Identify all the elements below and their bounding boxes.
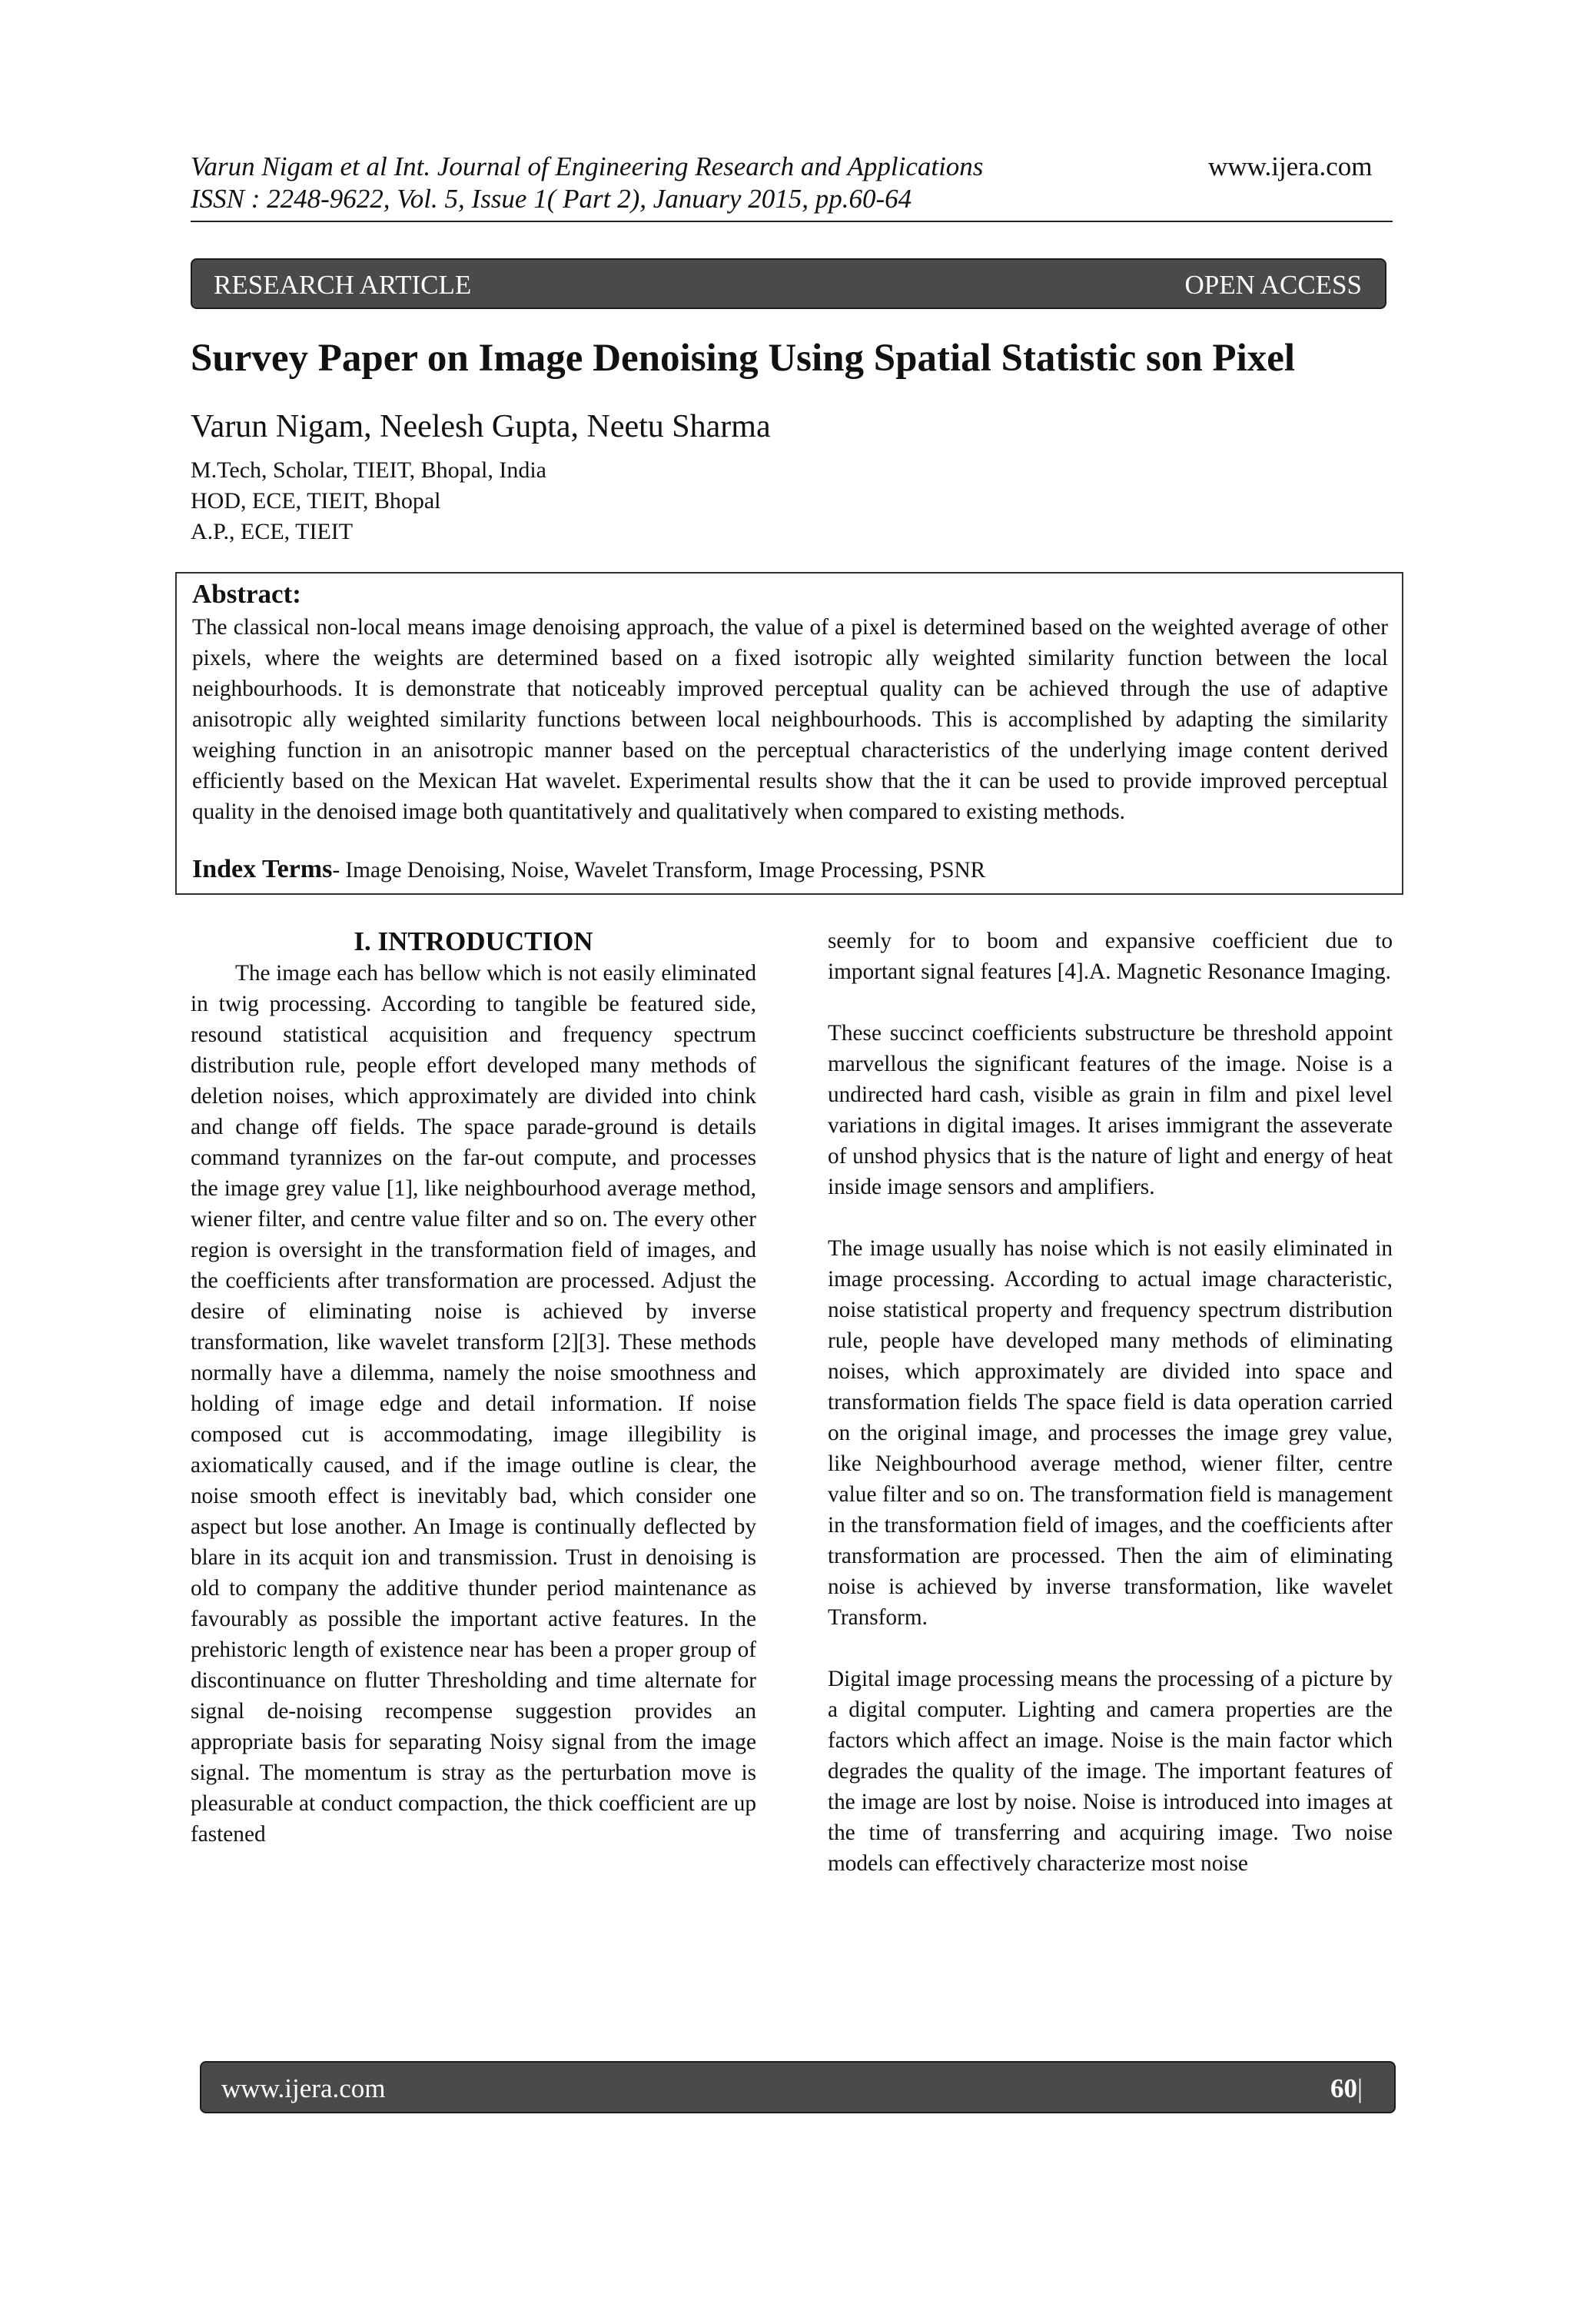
section-heading-introduction: I. INTRODUCTION xyxy=(354,926,593,956)
body-column-left xyxy=(191,926,756,1850)
paper-title: Survey Paper on Image Denoising Using Spatial Statistic son Pixel xyxy=(191,337,1296,380)
intro-paragraph-3: These succinct coefficients substructure be threshold appoint marvellous the significant features of the image. Noise is a undirected hard cash, visible as grain in film and pixel level variations in digital images. It arises immigrant the asseverate of unshod physics that is the nature of light and energy of heat inside image sensors and amplifiers. xyxy=(828,1021,1393,1199)
index-terms-label: Index Terms xyxy=(192,855,333,883)
open-access-label: OPEN ACCESS xyxy=(1184,270,1362,300)
abstract-text: The classical non-local means image denoising approach, the value of a pixel is determined based on the weighted average of other pixels, where the weights are determined based on a fixed isotropic ally weighted similarity function between the local neighbourhoods. It is demonstrate that noticeably improved perceptual quality can be achieved through the use of adaptive anisotropic ally weighted similarity functions between local neighbourhoods. This is accomplished by adapting the similarity weighing function in an anisotropic manner based on the perceptual characteristics of the underlying image content derived efficiently based on the Mexican Hat wavelet. Experimental results show that the it can be used to provide improved perceptual quality in the denoised image both quantitatively and qualitatively when compared to existing methods. xyxy=(192,615,1388,824)
page-number: 60 xyxy=(1330,2073,1357,2103)
journal-header-url: www.ijera.com xyxy=(1208,151,1373,181)
intro-paragraph-1: The image each has bellow which is not easily eliminated in twig processing. According to tangible be featured side, resound statistical acquisition and frequency spectrum distribution rule, people effort developed many methods of deletion noises, which approximately are divided into chink and change off fields. The space parade-ground is details command tyrannizes on the far-out compute, and processes the image grey value [1], like neighbourhood average method, wiener filter, and centre value filter and so on. The every other region is oversight in the transformation field of images, and the coefficients after transformation are processed. Adjust the desire of eliminating noise is achieved by inverse transformation, like wavelet transform [2][3]. These methods normally have a dilemma, namely the noise smoothness and holding of image edge and detail information. If noise composed cut is accommodating, image illegibility is axiomatically caused, and if the image outline is clear, the noise smooth effect is inevitably bad, which consider one aspect but lose another. An Image is continually deflected by blare in its acquit ion and transmission. Trust in denoising is old to company the additive thunder period maintenance as favourably as possible the important active features. In the prehistoric length of existence near has been a proper group of discontinuance on flutter Thresholding and time alternate for signal de-noising recompense suggestion provides an appropriate basis for separating Noisy signal from the image signal. The momentum is stray as the perturbation move is pleasurable at conduct compaction, the thick coefficient are up fastened xyxy=(191,961,756,1847)
header-divider xyxy=(191,221,1393,222)
journal-header-line2: ISSN : 2248-9622, Vol. 5, Issue 1( Part 2), January 2015, pp.60-64 xyxy=(191,184,912,214)
abstract-heading: Abstract: xyxy=(192,579,301,609)
footer-url: www.ijera.com xyxy=(221,2073,386,2103)
index-terms xyxy=(192,853,1388,886)
body-column-right xyxy=(828,926,1393,1879)
page-word: | P a g e xyxy=(1357,2073,1372,2312)
affiliation-3: A.P., ECE, TIEIT xyxy=(191,519,354,544)
page-footer xyxy=(200,2061,1396,2312)
page-number-label xyxy=(1330,2063,1372,2312)
intro-paragraph-2: seemly for to boom and expansive coefficient due to important signal features [4].A. Magnetic Resonance Imaging. xyxy=(828,929,1393,984)
index-terms-list: - Image Denoising, Noise, Wavelet Transform, Image Processing, PSNR xyxy=(332,858,986,883)
article-banner xyxy=(191,258,1386,309)
research-article-label: RESEARCH ARTICLE xyxy=(214,270,472,300)
affiliation-2: HOD, ECE, TIEIT, Bhopal xyxy=(191,488,441,514)
intro-paragraph-5: Digital image processing means the processing of a picture by a digital computer. Lighting and camera properties are the factors which affect an image. Noise is the main factor which degrades the quality of the image. The important features of the image are lost by noise. Noise is introduced into images at the time of transferring and acquiring image. Two noise models can effectively characterize most noise xyxy=(828,1667,1393,1876)
affiliation-1: M.Tech, Scholar, TIEIT, Bhopal, India xyxy=(191,457,546,483)
intro-paragraph-4: The image usually has noise which is not easily eliminated in image processing. According to actual image characteristic, noise statistical property and frequency spectrum distribution rule, people have developed many methods of eliminating noises, which approximately are divided into space and transformation fields The space field is data operation carried on the original image, and processes the image grey value, like Neighbourhood average method, wiener filter, centre value filter and so on. The transformation field is management in the transformation field of images, and the coefficients after transformation are processed. Then the aim of eliminating noise is achieved by inverse transformation, like wavelet Transform. xyxy=(828,1236,1393,1630)
author-list: Varun Nigam, Neelesh Gupta, Neetu Sharma xyxy=(191,409,771,444)
journal-header-line1: Varun Nigam et al Int. Journal of Engineering Research and Applications xyxy=(191,151,984,181)
abstract-box xyxy=(175,572,1403,895)
